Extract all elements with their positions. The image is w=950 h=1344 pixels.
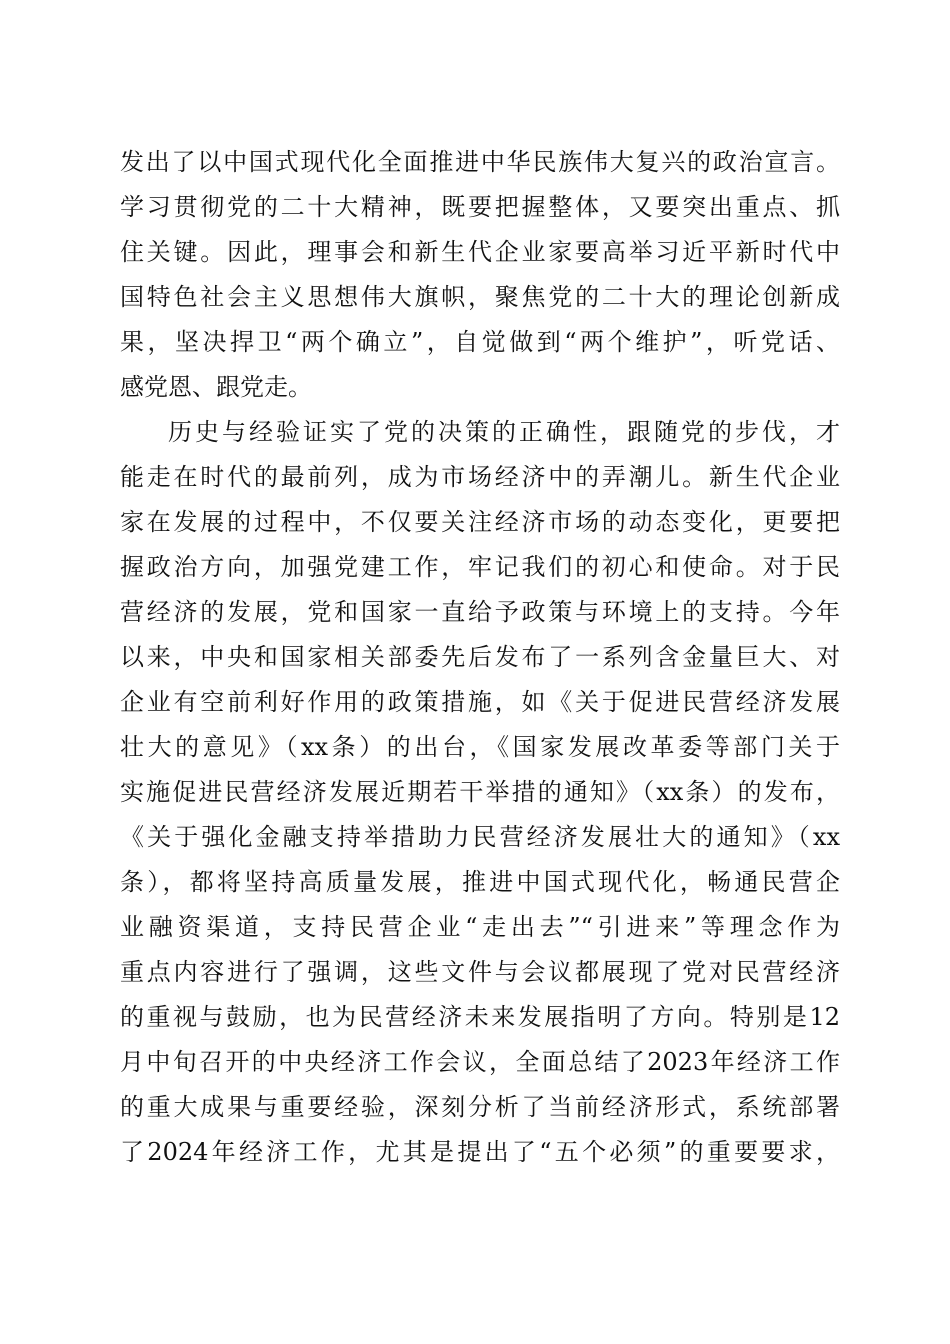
paragraph-2-line: 营经济的发展，党和国家一直给予政策与环境上的支持。今年 bbox=[120, 598, 840, 626]
paragraph-2-line: 能走在时代的最前列，成为市场经济中的弄潮儿。新生代企业 bbox=[120, 463, 840, 491]
paragraph-2-line: 实施促进民营经济发展近期若干举措的通知》（xx条）的发布， bbox=[120, 778, 840, 806]
paragraph-1-line: 学习贯彻党的二十大精神，既要把握整体，又要突出重点、抓 bbox=[120, 193, 840, 221]
paragraph-2-line: 历史与经验证实了党的决策的正确性，跟随党的步伐，才 bbox=[168, 418, 840, 446]
paragraph-2-line: 了2024年经济工作，尤其是提出了“五个必须”的重要要求， bbox=[120, 1138, 840, 1166]
paragraph-1-line: 果，坚决捍卫“两个确立”，自觉做到“两个维护”，听党话、 bbox=[120, 328, 840, 356]
paragraph-2-line: 握政治方向，加强党建工作，牢记我们的初心和使命。对于民 bbox=[120, 553, 840, 581]
paragraph-2-line: 以来，中央和国家相关部委先后发布了一系列含金量巨大、对 bbox=[120, 643, 840, 671]
paragraph-2-line: 《关于强化金融支持举措助力民营经济发展壮大的通知》（xx bbox=[120, 823, 840, 851]
paragraph-2 bbox=[120, 410, 840, 1175]
paragraph-2-line: 月中旬召开的中央经济工作会议，全面总结了2023年经济工作 bbox=[120, 1048, 840, 1076]
paragraph-2-line: 家在发展的过程中，不仅要关注经济市场的动态变化，更要把 bbox=[120, 508, 840, 536]
paragraph-2-line: 的重大成果与重要经验，深刻分析了当前经济形式，系统部署 bbox=[120, 1093, 840, 1121]
paragraph-2-line: 条），都将坚持高质量发展，推进中国式现代化，畅通民营企 bbox=[120, 868, 840, 896]
paragraph-2-line: 业融资渠道，支持民营企业“走出去”“引进来”等理念作为 bbox=[120, 913, 840, 941]
paragraph-1 bbox=[120, 140, 840, 410]
paragraph-1-line: 发出了以中国式现代化全面推进中华民族伟大复兴的政治宣言。 bbox=[120, 148, 840, 176]
paragraph-2-line: 企业有空前利好作用的政策措施，如《关于促进民营经济发展 bbox=[120, 688, 840, 716]
paragraph-2-line: 的重视与鼓励，也为民营经济未来发展指明了方向。特别是12 bbox=[120, 1003, 840, 1031]
paragraph-1-line: 住关键。因此，理事会和新生代企业家要高举习近平新时代中 bbox=[120, 238, 840, 266]
paragraph-2-line: 重点内容进行了强调，这些文件与会议都展现了党对民营经济 bbox=[120, 958, 840, 986]
paragraph-1-line: 感党恩、跟党走。 bbox=[120, 373, 312, 401]
paragraph-2-line: 壮大的意见》（xx条）的出台，《国家发展改革委等部门关于 bbox=[120, 733, 840, 761]
paragraph-1-line: 国特色社会主义思想伟大旗帜，聚焦党的二十大的理论创新成 bbox=[120, 283, 840, 311]
